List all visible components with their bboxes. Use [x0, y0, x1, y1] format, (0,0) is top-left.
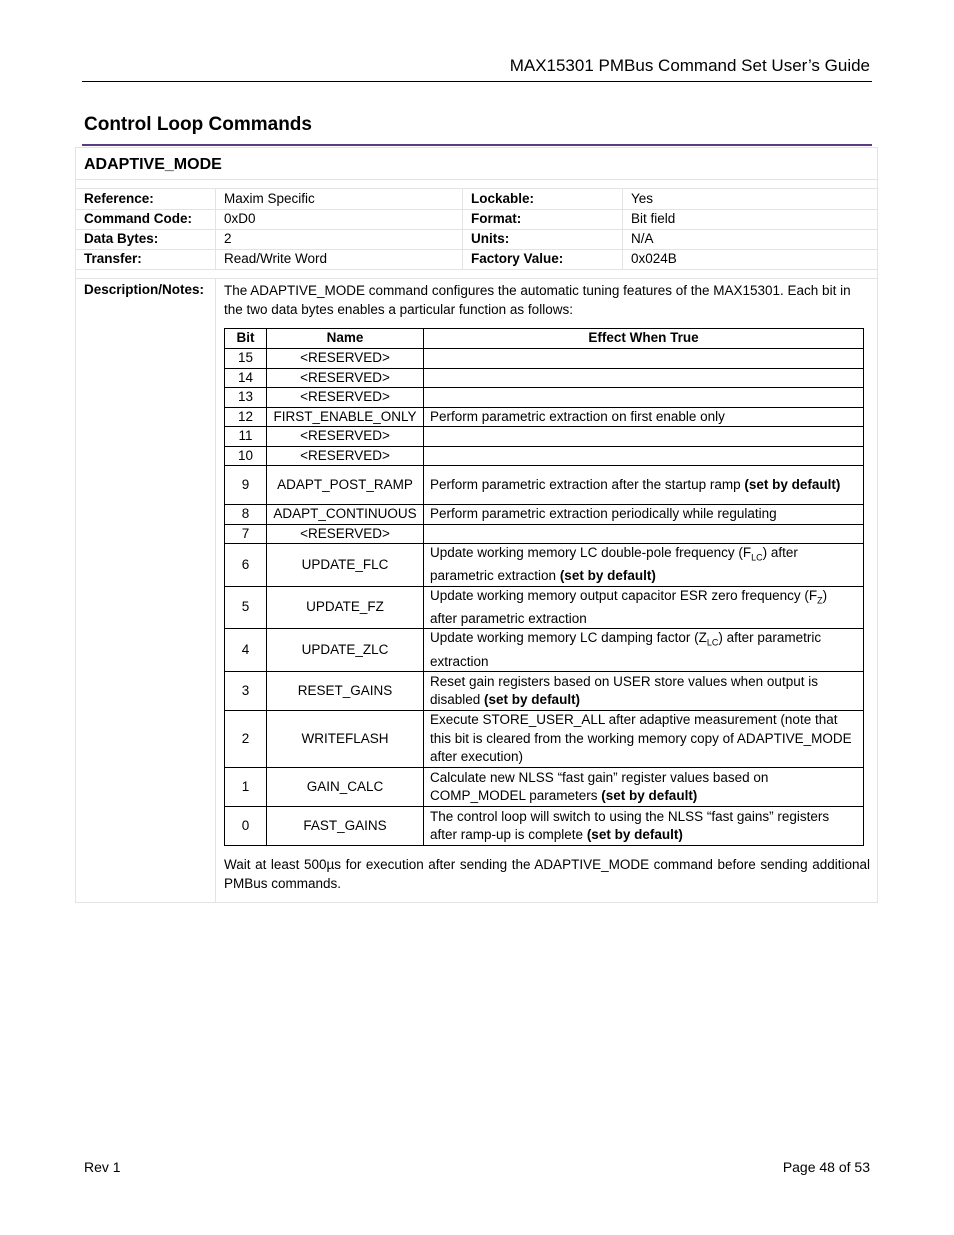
table-row [225, 368, 864, 388]
name-cell: <RESERVED> [267, 446, 424, 466]
name-cell: <RESERVED> [267, 349, 424, 369]
effect-cell [424, 407, 864, 427]
effect-text: ) after parametric extraction [430, 545, 798, 584]
name-cell: UPDATE_ZLC [267, 629, 424, 672]
table-row [225, 349, 864, 369]
bit-cell: 5 [225, 586, 267, 629]
effect-cell [424, 544, 864, 587]
bit-cell: 6 [225, 544, 267, 587]
effect-subscript: LC [706, 638, 719, 649]
bit-header: Bit [225, 329, 267, 349]
name-cell: FAST_GAINS [267, 807, 424, 846]
bit-cell: 9 [225, 466, 267, 505]
table-row [225, 427, 864, 447]
table-row [225, 388, 864, 408]
effect-cell [424, 524, 864, 544]
reference-value: Maxim Specific [224, 191, 315, 206]
effect-text: Perform parametric extraction after the startup ramp [430, 476, 745, 492]
factory-value: 0x024B [631, 251, 677, 266]
bit-cell: 14 [225, 368, 267, 388]
effect-text: Perform parametric extraction periodically while regulating [430, 506, 777, 521]
effect-text: ) after parametric extraction [430, 587, 828, 626]
section-rule [82, 144, 872, 146]
effect-subscript: Z [817, 595, 823, 606]
transfer-label: Transfer: [84, 251, 142, 266]
effect-text: Update working memory output capacitor ESR zero frequency (F [430, 587, 818, 603]
factory-value-label: Factory Value: [471, 251, 564, 266]
bit-cell: 13 [225, 388, 267, 408]
bit-cell: 8 [225, 505, 267, 525]
default-note: (set by default) [559, 568, 656, 584]
description-text: The ADAPTIVE_MODE command configures the automatic tuning features of the MAX15301. Each bit in the two data bytes enables a particular function as follows: [224, 283, 851, 317]
effect-cell [424, 586, 864, 629]
effect-text: Execute STORE_USER_ALL after adaptive measurement (note that this bit is cleared from the working memory copy of ADAPTIVE_MODE after execution) [430, 712, 852, 765]
effect-cell [424, 807, 864, 846]
name-header: Name [267, 329, 424, 349]
command-code-label: Command Code: [84, 211, 192, 226]
table-row [225, 807, 864, 846]
effect-text: The control loop will switch to using the NLSS “fast gains” registers after ramp-up is complete [430, 808, 830, 843]
data-bytes-label: Data Bytes: [84, 231, 159, 246]
bit-cell: 4 [225, 629, 267, 672]
bit-cell: 0 [225, 807, 267, 846]
effect-cell [424, 349, 864, 369]
bit-cell: 10 [225, 446, 267, 466]
description-label: Description/Notes: [84, 282, 205, 297]
bit-cell: 11 [225, 427, 267, 447]
effect-text: Update working memory LC double-pole frequency (F [430, 545, 752, 560]
reference-label: Reference: [84, 191, 154, 206]
data-bytes-value: 2 [224, 231, 232, 246]
name-cell: <RESERVED> [267, 427, 424, 447]
name-cell: <RESERVED> [267, 524, 424, 544]
units-label: Units: [471, 231, 510, 246]
table-row [225, 672, 864, 711]
table-row [225, 544, 864, 587]
effect-cell [424, 768, 864, 807]
name-cell: <RESERVED> [267, 368, 424, 388]
transfer-value: Read/Write Word [224, 251, 328, 266]
effect-text: Reset gain registers based on USER store values when output is disabled [430, 673, 818, 708]
effect-cell [424, 466, 864, 505]
lockable-label: Lockable: [471, 191, 535, 206]
table-row [225, 768, 864, 807]
name-cell: UPDATE_FZ [267, 586, 424, 629]
effect-cell [424, 672, 864, 711]
effect-text: Update working memory LC damping factor (Z [430, 630, 707, 646]
default-note: (set by default) [586, 827, 683, 843]
lockable-value: Yes [631, 191, 654, 206]
effect-text: Perform parametric extraction on first enable only [430, 408, 725, 424]
table-row [225, 524, 864, 544]
document-header-title: MAX15301 PMBus Command Set User’s Guide [509, 56, 870, 75]
wait-note: Wait at least 500µs for execution after sending the ADAPTIVE_MODE command before sending additional PMBus commands. [224, 857, 870, 891]
effect-cell [424, 505, 864, 525]
name-cell: FIRST_ENABLE_ONLY [267, 407, 424, 427]
effect-header: Effect When True [424, 329, 864, 349]
name-cell: UPDATE_FLC [267, 544, 424, 587]
name-cell: ADAPT_POST_RAMP [267, 466, 424, 505]
table-row [225, 711, 864, 768]
table-row [225, 466, 864, 505]
format-value: Bit field [631, 211, 676, 226]
table-row [225, 446, 864, 466]
bit-cell: 1 [225, 768, 267, 807]
table-row [225, 505, 864, 525]
units-value: N/A [631, 231, 654, 246]
table-row [225, 629, 864, 672]
default-note: (set by default) [484, 692, 581, 708]
bit-cell: 2 [225, 711, 267, 768]
default-note: (set by default) [601, 788, 698, 804]
command-code-value: 0xD0 [224, 211, 256, 226]
format-label: Format: [471, 211, 522, 226]
name-cell: RESET_GAINS [267, 672, 424, 711]
name-cell: WRITEFLASH [267, 711, 424, 768]
name-cell: ADAPT_CONTINUOUS [267, 505, 424, 525]
footer-revision: Rev 1 [84, 1159, 121, 1175]
footer-page-number: Page 48 of 53 [782, 1159, 870, 1175]
bit-cell: 7 [225, 524, 267, 544]
table-row [225, 407, 864, 427]
effect-cell [424, 711, 864, 768]
header-rule [82, 81, 872, 82]
bit-cell: 3 [225, 672, 267, 711]
name-cell: GAIN_CALC [267, 768, 424, 807]
default-note: (set by default) [744, 476, 841, 492]
effect-cell [424, 446, 864, 466]
bit-cell: 12 [225, 407, 267, 427]
effect-cell [424, 629, 864, 672]
command-name: ADAPTIVE_MODE [84, 156, 222, 173]
name-cell: <RESERVED> [267, 388, 424, 408]
effect-cell [424, 368, 864, 388]
effect-text: Calculate new NLSS “fast gain” register values based on COMP_MODEL parameters [430, 769, 769, 804]
effect-subscript: LC [751, 552, 763, 563]
bit-cell: 15 [225, 349, 267, 369]
effect-cell [424, 388, 864, 408]
table-row [225, 586, 864, 629]
section-title: Control Loop Commands [84, 114, 312, 135]
effect-text: ) after parametric extraction [430, 630, 822, 669]
bit-table [224, 328, 864, 846]
effect-cell [424, 427, 864, 447]
